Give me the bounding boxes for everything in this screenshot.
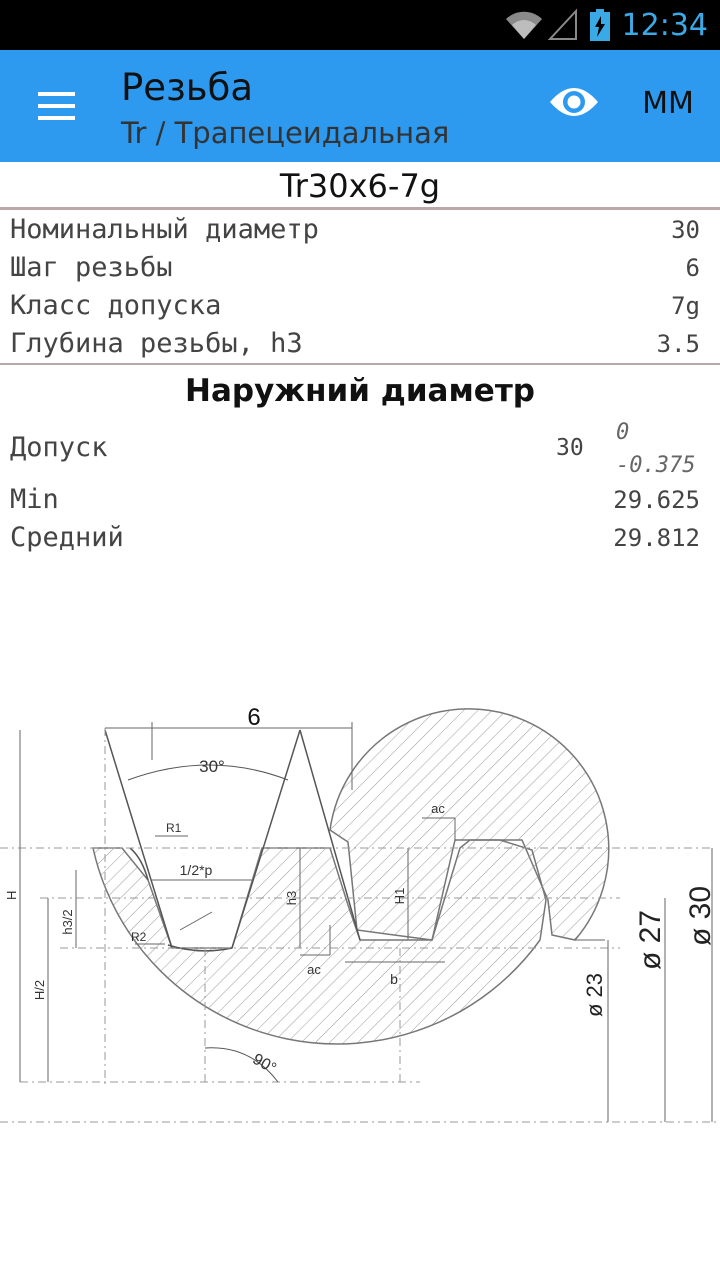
divider (0, 207, 720, 210)
section-title-outer-diameter: Наружний диаметр (185, 373, 535, 409)
param-label: Min (10, 484, 59, 515)
ac-top-label: ac (431, 801, 445, 816)
param-value: 29.625 (613, 486, 700, 514)
r1-label: R1 (166, 821, 182, 835)
param-value: 6 (685, 254, 700, 282)
app-subtitle[interactable]: Tr / Трапецеидальная (121, 116, 450, 150)
screw-section (93, 840, 546, 1044)
param-row-average (10, 522, 700, 560)
battery-charging-icon (588, 8, 612, 42)
divider (0, 363, 720, 365)
h3-label: h3 (284, 890, 299, 906)
app-bar (0, 50, 720, 162)
menu-button[interactable] (28, 80, 84, 132)
h-half-label: H/2 (32, 979, 47, 1001)
param-row-min (10, 484, 700, 522)
major-diameter-label: ø 30 (684, 885, 717, 947)
param-row-thread-depth (10, 328, 700, 366)
b-label: b (390, 971, 398, 987)
scroll-list[interactable] (0, 478, 720, 553)
tolerance-nominal: 30 (556, 435, 584, 461)
h3-half-label: h3/2 (60, 909, 75, 935)
half-pitch-label: 1/2*p (179, 862, 213, 878)
pitch-label: 6 (247, 704, 261, 731)
clock: 12:34 (621, 7, 708, 43)
status-bar (0, 0, 720, 50)
wifi-icon (504, 9, 544, 41)
param-row-nominal-diameter (10, 214, 700, 252)
tolerance-lower-deviation: -0.375 (616, 453, 696, 478)
view-toggle-button[interactable] (548, 80, 608, 132)
eye-icon (548, 80, 600, 124)
param-value: 3.5 (656, 330, 700, 358)
param-label: Номинальный диаметр (10, 214, 319, 245)
param-label: Средний (10, 522, 124, 553)
param-value: 7g (671, 292, 700, 320)
pitch-diameter-label: ø 27 (634, 909, 667, 971)
r2-label: R2 (131, 930, 147, 944)
tolerance-label: Допуск (10, 432, 108, 463)
param-label: Класс допуска (10, 290, 222, 321)
param-row-pitch (10, 252, 700, 290)
app-title: Резьба (121, 66, 254, 109)
signal-icon (548, 9, 578, 41)
param-label: Глубина резьбы, h3 (10, 328, 303, 359)
tolerance-upper-deviation: 0 (616, 420, 630, 445)
param-value: 29.812 (613, 524, 700, 552)
units-button[interactable]: MM (642, 86, 694, 121)
angle-bottom-label: 90° (249, 1050, 279, 1078)
param-value: 30 (671, 216, 700, 244)
thread-profile-diagram (0, 690, 720, 1130)
param-row-tolerance-class (10, 290, 700, 328)
h-label: H (4, 890, 19, 900)
angle-top-label: 30° (199, 757, 225, 776)
status-icons (504, 0, 708, 50)
h1-label: H1 (392, 887, 407, 905)
param-label: Шаг резьбы (10, 252, 173, 283)
minor-diameter-label: ø 23 (582, 972, 607, 1018)
thread-designation: Tr30x6-7g (279, 167, 441, 205)
ac-bottom-label: ac (307, 962, 321, 977)
